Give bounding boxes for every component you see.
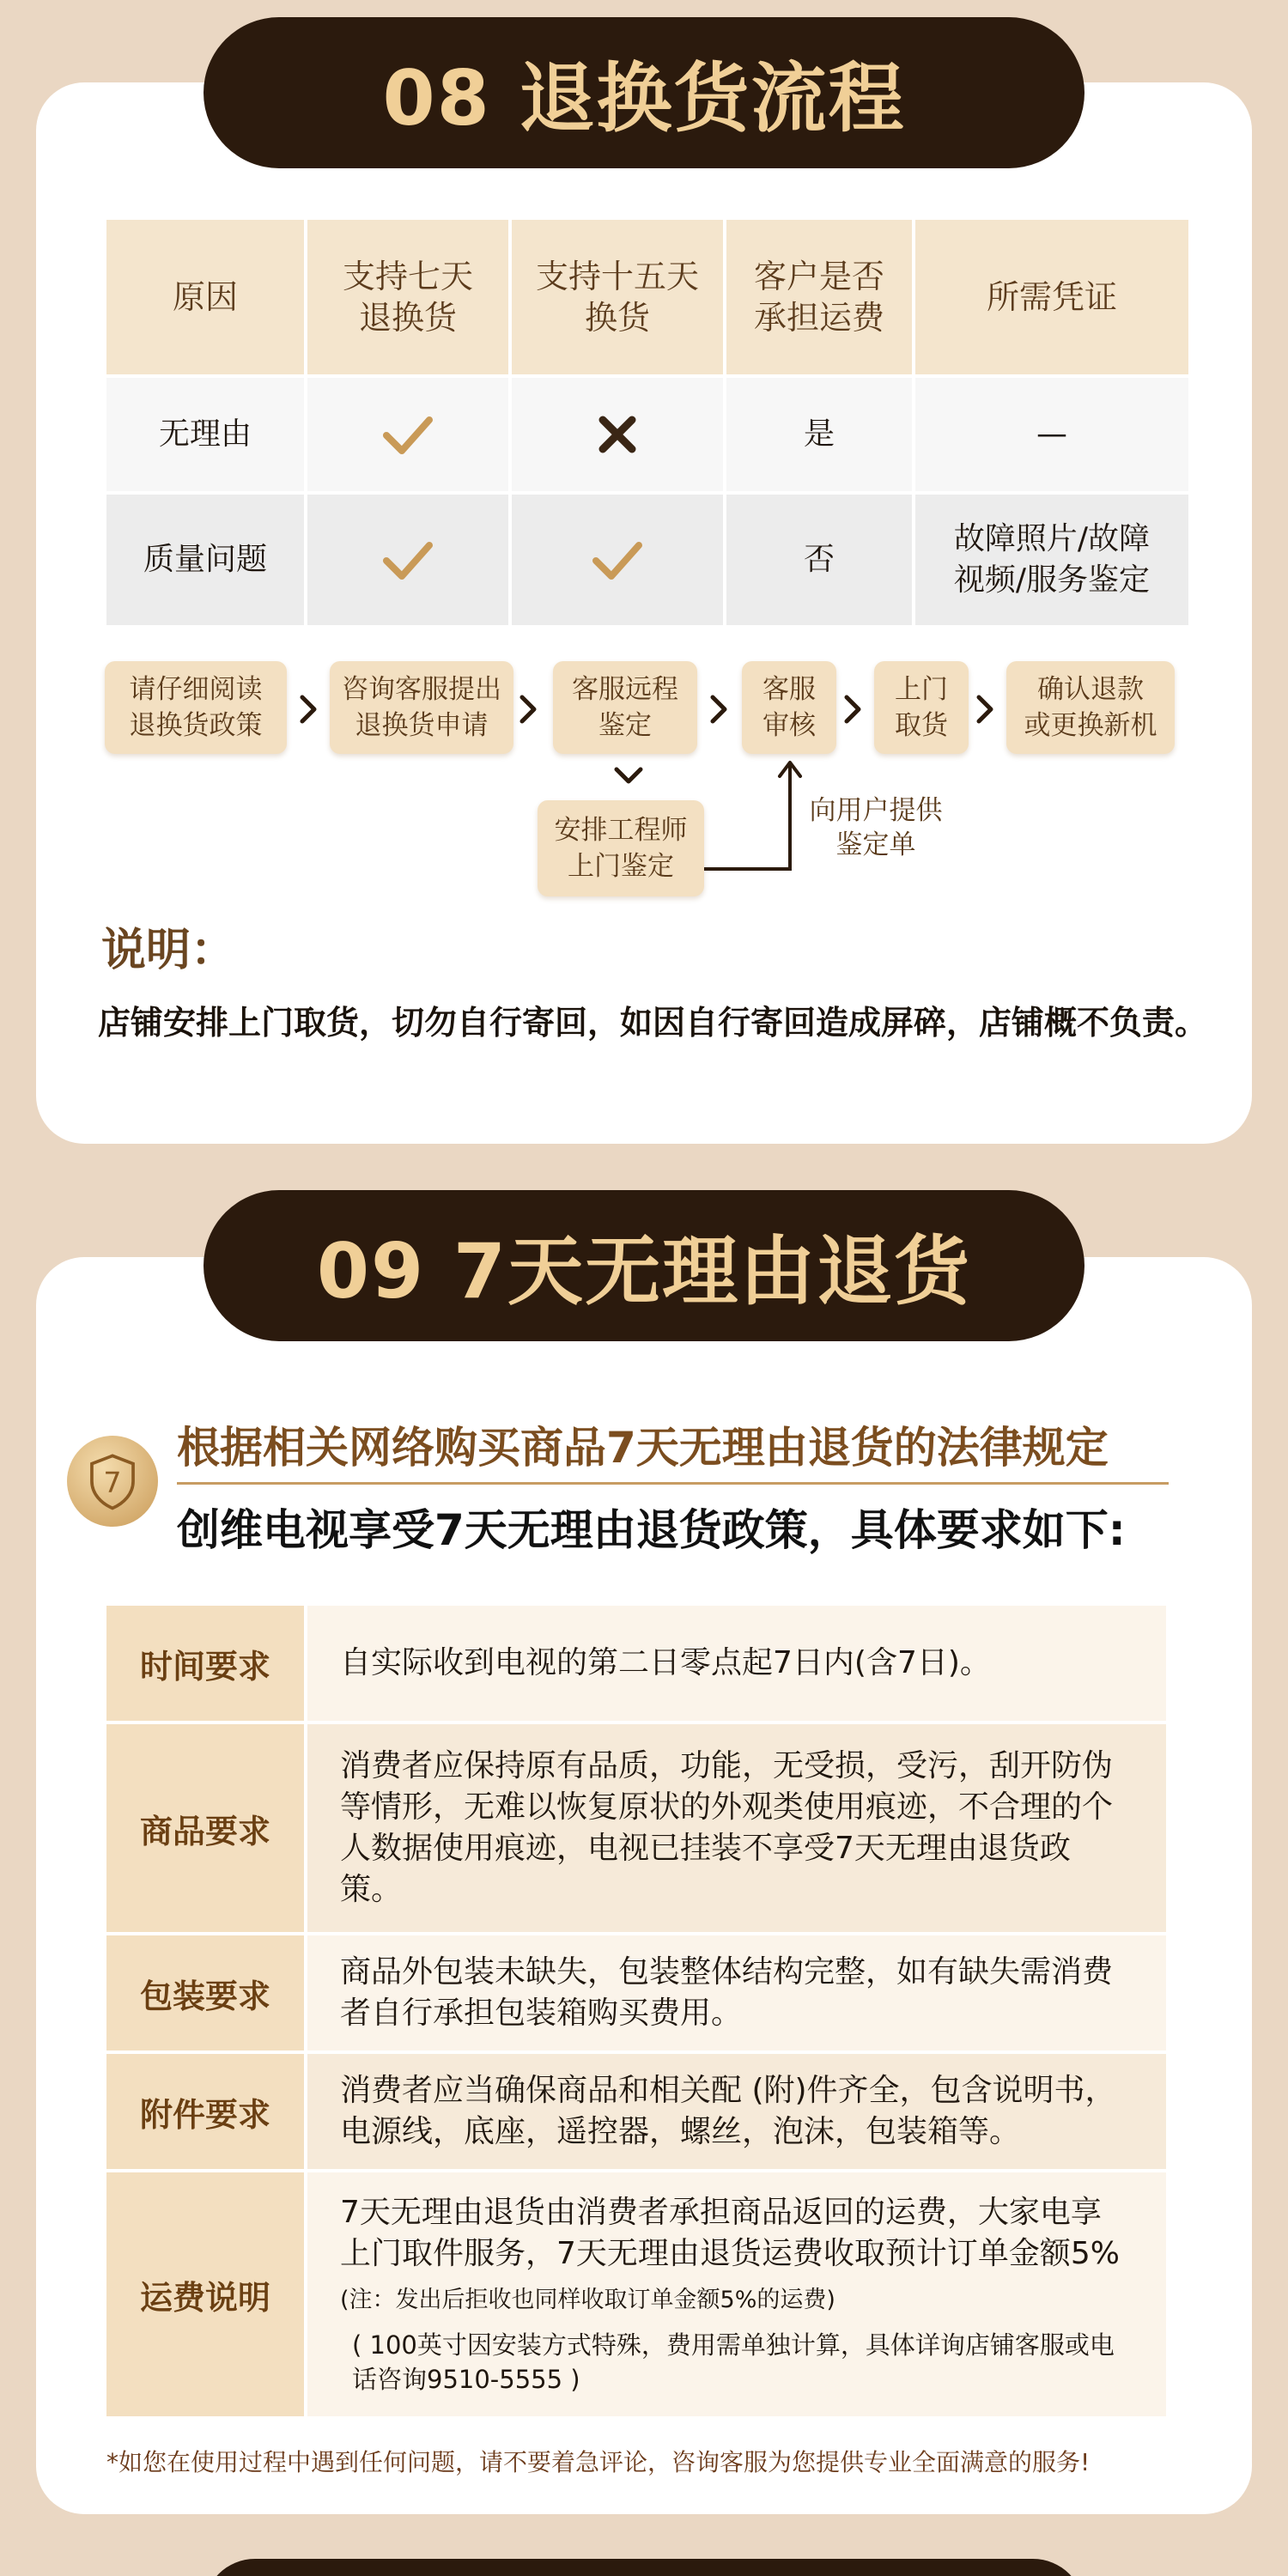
law-reference: 根据相关网络购买商品7天无理由退货的法律规定 (177, 1423, 1109, 1473)
note-body: 店铺安排上门取货，切勿自行寄回，如因自行寄回造成屏碎，店铺概不负责。 (98, 1004, 1208, 1042)
divider (177, 1482, 1169, 1485)
cross-icon (512, 378, 723, 491)
req-text-time: 自实际收到电视的第二日零点起7日内(含7日)。 (307, 1606, 1166, 1721)
section-08-title: 08 退换货流程 (204, 17, 1084, 168)
header-reason: 原因 (106, 220, 304, 374)
flow-branch-note: 向用户提供 鉴定单 (809, 795, 943, 860)
chevron-right-icon (295, 692, 321, 726)
req-label-shipping: 运费说明 (106, 2172, 304, 2416)
row-quality-evidence: 故障照片/故障 视频/服务鉴定 (915, 495, 1188, 625)
header-shipping: 客户是否 承担运费 (726, 220, 912, 374)
flow-step-pickup: 上门 取货 (874, 661, 969, 754)
connector-arrow (702, 756, 805, 876)
flow-step-engineer-visit: 安排工程师 上门鉴定 (538, 800, 704, 896)
seven-day-badge-icon (67, 1436, 158, 1527)
req-text-shipping (307, 2172, 1166, 2416)
footnote: *如您在使用过程中遇到任何问题，请不要着急评论，咨询客服为您提供专业全面满意的服务! (106, 2448, 1091, 2476)
row-quality-shipping: 否 (726, 495, 912, 625)
check-icon (307, 378, 508, 491)
row-no-reason-shipping: 是 (726, 378, 912, 491)
chevron-right-icon (840, 692, 866, 726)
header-fifteen-day: 支持十五天 换货 (512, 220, 723, 374)
header-evidence: 所需凭证 (915, 220, 1188, 374)
check-icon (512, 495, 723, 625)
flow-step-read-policy: 请仔细阅读 退换货政策 (105, 661, 287, 754)
requirements-table (106, 1606, 1166, 2416)
row-no-reason-evidence: — (915, 378, 1188, 491)
chevron-right-icon (972, 692, 998, 726)
req-label-product: 商品要求 (106, 1724, 304, 1932)
req-text-packaging: 商品外包装未缺失，包装整体结构完整，如有缺失需消费者自行承担包装箱购买费用。 (307, 1935, 1166, 2050)
next-section-banner (204, 2559, 1084, 2576)
shield-icon (81, 1449, 144, 1513)
check-icon (307, 495, 508, 625)
row-quality-label: 质量问题 (106, 495, 304, 625)
note-title: 说明： (101, 925, 236, 976)
chevron-down-icon (611, 762, 646, 788)
req-label-time: 时间要求 (106, 1606, 304, 1721)
shipping-paren-note: ( 100英寸因安装方式特殊，费用需单独计算，具体详询店铺客服或电话咨询9510-5555 ) (352, 2330, 1115, 2394)
flow-step-remote-check: 客服远程 鉴定 (553, 661, 697, 754)
shipping-main: 7天无理由退货由消费者承担商品返回的运费，大家电享上门取件服务，7天无理由退货运费收取预计订单金额5% (注：发出后拒收也同样收取订单金额5%的运费) (340, 2195, 1121, 2313)
req-text-product: 消费者应保持原有品质，功能，无受损，受污，刮开防伪等情形，无难以恢复原状的外观类使用痕迹，不合理的个人数据使用痕迹，电视已挂装不享受7天无理由退货政策。 (307, 1724, 1166, 1932)
req-text-accessories: 消费者应当确保商品和相关配 (附)件齐全，包含说明书，电源线，底座，遥控器，螺丝，泡沫，包装箱等。 (307, 2054, 1166, 2169)
header-seven-day: 支持七天 退换货 (307, 220, 508, 374)
flow-step-apply: 咨询客服提出 退换货申请 (330, 661, 513, 754)
chevron-right-icon (706, 692, 732, 726)
return-policy-table (106, 220, 1188, 625)
shipping-small-note: (注：发出后拒收也同样收取订单金额5%的运费) (340, 2287, 835, 2313)
req-label-accessories: 附件要求 (106, 2054, 304, 2169)
badge-text: 7 (103, 1465, 122, 1499)
flow-step-refund: 确认退款 或更换新机 (1006, 661, 1175, 754)
req-label-packaging: 包装要求 (106, 1935, 304, 2050)
chevron-right-icon (515, 692, 541, 726)
section-09-title: 09 7天无理由退货 (204, 1190, 1084, 1341)
flow-step-review: 客服 审核 (742, 661, 836, 754)
row-no-reason-label: 无理由 (106, 378, 304, 491)
policy-intro: 创维电视享受7天无理由退货政策，具体要求如下: (177, 1505, 1126, 1555)
